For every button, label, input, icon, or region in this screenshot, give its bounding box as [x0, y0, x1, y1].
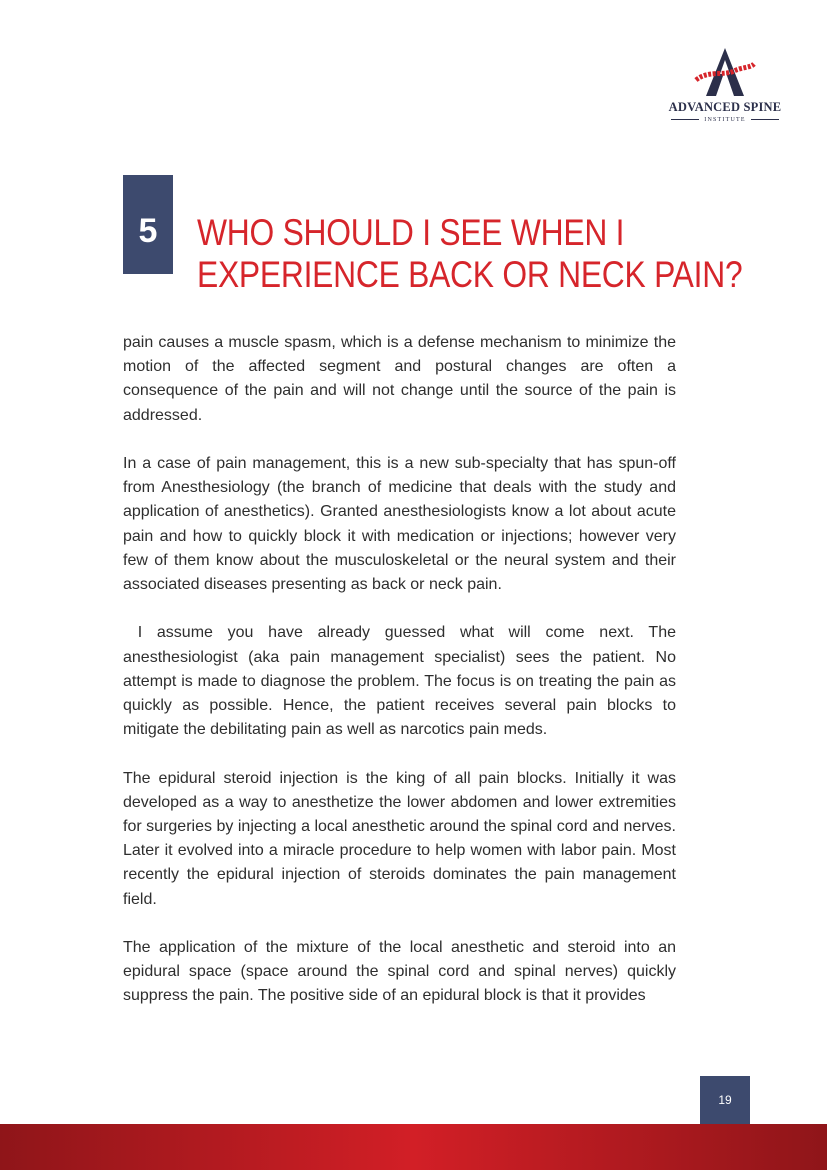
chapter-title: [197, 212, 743, 296]
logo-subtitle: INSTITUTE: [666, 117, 784, 123]
paragraph: I assume you have already guessed what will come next. The anesthesiologist (aka pain management specialist) sees the patient. No attempt is made to diagnose the problem. The focus is on treating the pain as quickly as possible. Hence, the patient receives several pain blocks to mitigate the debilitating pain as well as narcotics pain meds.: [123, 624, 681, 739]
body-text: [123, 331, 681, 1033]
chapter-title-line-1: WHO SHOULD I SEE WHEN I: [197, 212, 625, 253]
logo-title: ADVANCED SPINE: [668, 100, 782, 114]
footer-bar: [0, 1124, 827, 1170]
page-number: 19: [700, 1076, 750, 1124]
paragraph: The application of the mixture of the local anesthetic and steroid into an epidural space (space around the spinal cord and spinal nerves) quickly suppress the pain. The positive side of an epidural block is that it provides: [123, 939, 676, 1005]
spine-logo-icon: [694, 46, 756, 98]
chapter-number-badge: 5: [123, 175, 173, 274]
chapter-title-line-2: EXPERIENCE BACK OR NECK PAIN?: [197, 254, 743, 295]
paragraph: In a case of pain management, this is a new sub-specialty that has spun-off from Anesthesiology (the branch of medicine that deals with the study and application of anesthetics). Granted anesthesiologists know a lot about acute pain and how to quickly block it with medication or injections; however very few of them know about the musculoskeletal or the neural system and their associated diseases presenting as back or neck pain.: [123, 455, 676, 594]
paragraph: pain causes a muscle spasm, which is a defense mechanism to minimize the motion of the affected segment and postural changes are often a consequence of the pain and will not change until the source of the pain is addressed.: [123, 334, 676, 424]
paragraph: The epidural steroid injection is the king of all pain blocks. Initially it was developed as a way to anesthetize the lower abdomen and lower extremities for surgeries by injecting a local anesthetic around the spinal cord and nerves. Later it evolved into a miracle procedure to help women with labor pain. Most recently the epidural injection of steroids dominates the pain management field.: [123, 769, 676, 908]
institute-logo: [666, 46, 784, 132]
